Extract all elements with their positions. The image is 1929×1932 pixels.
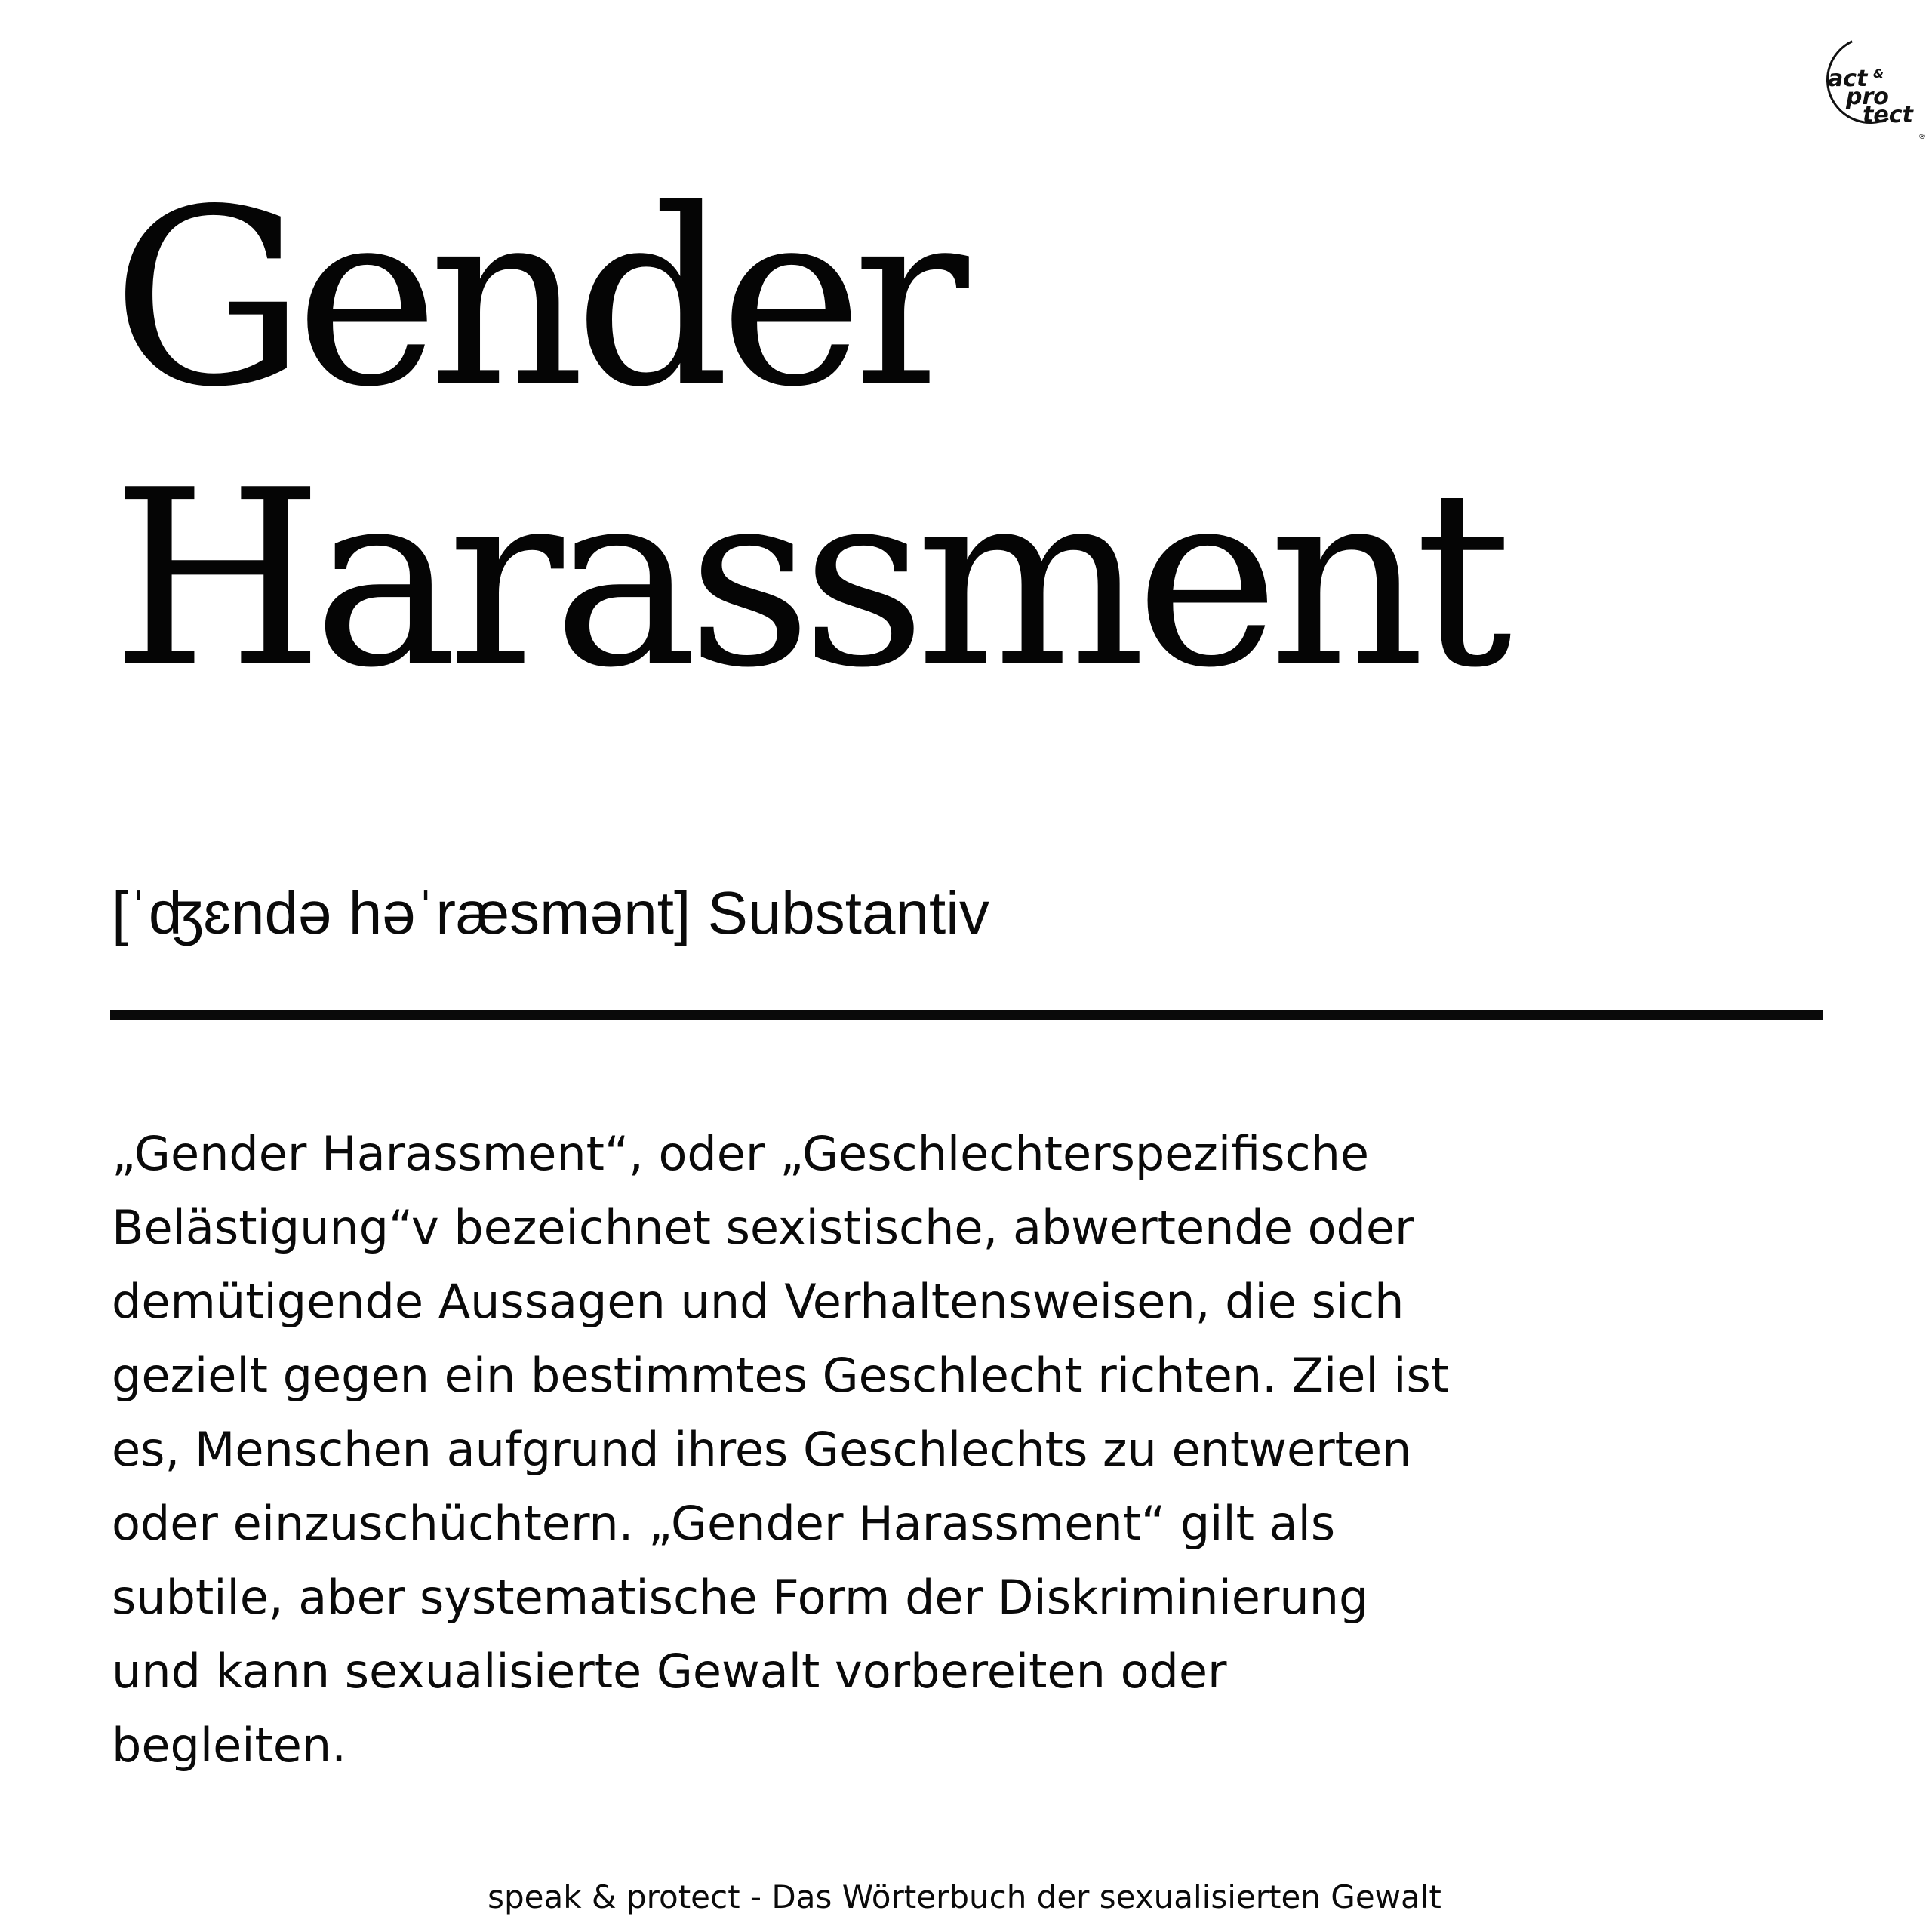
- logo-text-ampersand: &: [1873, 66, 1884, 81]
- definition-line: und kann sexualisierte Gewalt vorbereiten oder: [112, 1644, 1227, 1699]
- logo-text-pro: pro: [1846, 84, 1889, 110]
- act-and-protect-logo: [1820, 27, 1926, 141]
- definition-line: oder einzuschüchtern. „Gender Harassment“ gilt als: [112, 1496, 1336, 1551]
- definition-line: gezielt gegen ein bestimmtes Geschlecht richten. Ziel ist: [112, 1348, 1450, 1403]
- definition-line: demütigende Aussagen und Verhaltensweisen, die sich: [112, 1274, 1404, 1329]
- definition-line: subtile, aber systematische Form der Diskriminierung: [112, 1570, 1369, 1625]
- registered-mark: ®: [1918, 133, 1926, 141]
- definition-line: „Gender Harassment“, oder „Geschlechterspezifische: [112, 1126, 1370, 1181]
- definition-line: Belästigung“v bezeichnet sexistische, abwertende oder: [112, 1200, 1414, 1255]
- headword-line-1: Gender: [112, 157, 958, 440]
- definition-line: es, Menschen aufgrund ihres Geschlechts zu entwerten: [112, 1422, 1412, 1477]
- definition-line: begleiten.: [112, 1718, 346, 1773]
- pronunciation-and-word-class: [ˈʤɛndə həˈræsmənt] Substantiv: [112, 879, 990, 946]
- headword-line-2: Harassment: [112, 438, 1502, 721]
- footer-caption: speak & protect - Das Wörterbuch der sexualisierten Gewalt: [488, 1878, 1441, 1915]
- logo-text-act: act: [1828, 66, 1868, 92]
- definition-text: [112, 1117, 1847, 1783]
- divider-rule: [110, 1010, 1823, 1020]
- headword: [112, 158, 1502, 720]
- logo-text-tect: tect: [1863, 102, 1913, 128]
